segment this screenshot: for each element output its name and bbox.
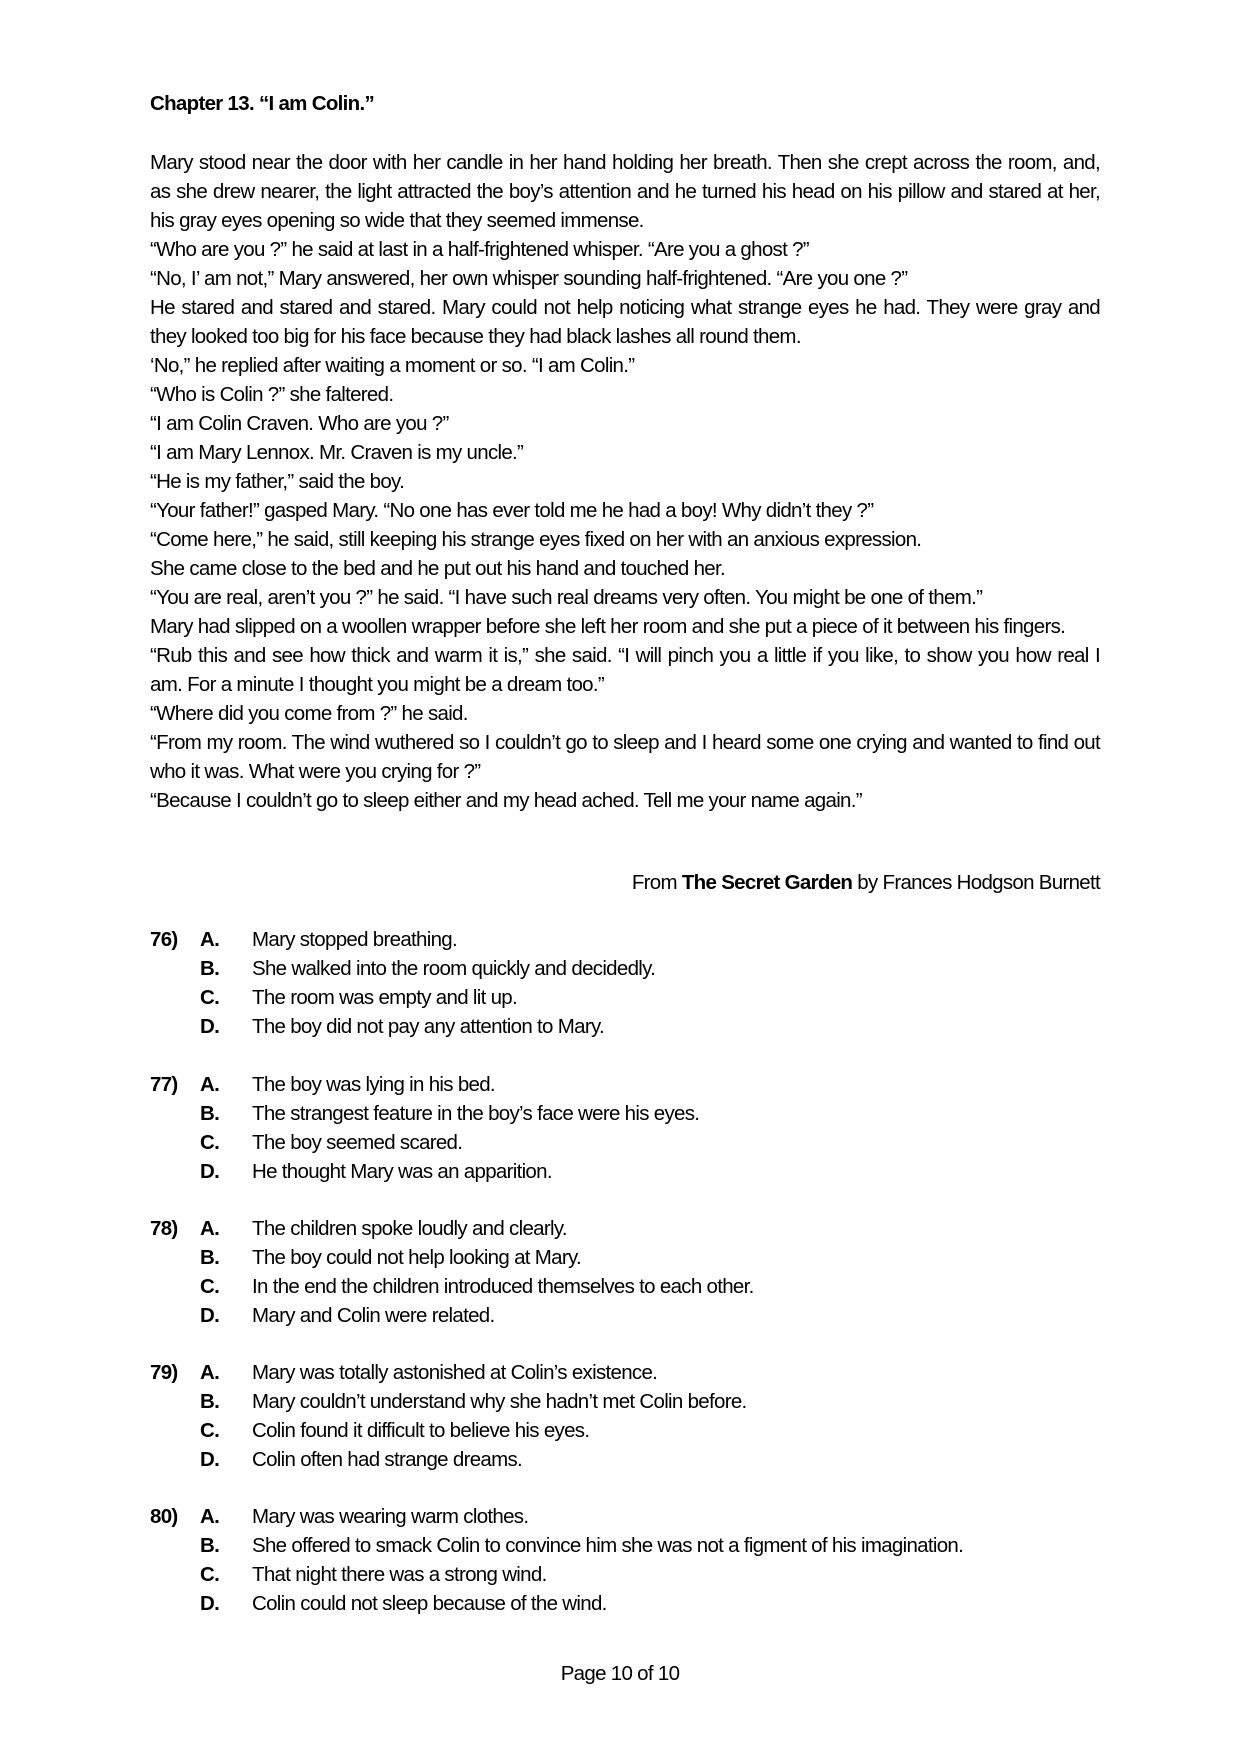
option-letter: B. <box>200 957 220 980</box>
passage-paragraph: ‘No,” he replied after waiting a moment or so. “I am Colin.” <box>150 354 635 377</box>
option-letter: C. <box>200 986 220 1009</box>
passage-paragraph: “Who is Colin ?” she faltered. <box>150 383 394 406</box>
question-78 <box>150 1214 1100 1330</box>
option-text: In the end the children introduced themselves to each other. <box>252 1275 754 1298</box>
answer-option[interactable] <box>150 1157 1100 1186</box>
answer-option[interactable] <box>150 1387 1100 1416</box>
answer-option[interactable] <box>150 1272 1100 1301</box>
passage-paragraph: “Rub this and see how thick and warm it is,” she said. “I will pinch you a little if you like, to show you how real I am. For a minute I thought you might be a dream too.” <box>150 644 1100 696</box>
answer-option[interactable] <box>150 1531 1100 1560</box>
attribution-author: by Frances Hodgson Burnett <box>852 871 1100 894</box>
option-letter: A. <box>200 1217 220 1240</box>
option-text: Colin often had strange dreams. <box>252 1448 523 1471</box>
attribution <box>632 868 1100 897</box>
question-number <box>150 983 200 1012</box>
question-76 <box>150 925 1100 1041</box>
attribution-prefix: From <box>631 871 682 894</box>
page-number: Page 10 of 10 <box>560 1662 680 1685</box>
option-text: The room was empty and lit up. <box>252 986 517 1009</box>
question-number <box>150 1243 200 1272</box>
passage-paragraph: “I am Mary Lennox. Mr. Craven is my uncle.” <box>150 441 524 464</box>
question-number <box>150 1387 200 1416</box>
passage-paragraph: “Where did you come from ?” he said. <box>150 702 468 725</box>
option-letter: C. <box>200 1275 220 1298</box>
option-letter: A. <box>200 1073 220 1096</box>
option-letter: D. <box>200 1015 220 1038</box>
question-80 <box>150 1502 1100 1618</box>
option-letter: D. <box>200 1592 220 1615</box>
option-letter: B. <box>200 1534 220 1557</box>
option-letter: D. <box>200 1448 220 1471</box>
option-text: Mary was wearing warm clothes. <box>252 1505 529 1528</box>
passage-paragraph: She came close to the bed and he put out his hand and touched her. <box>150 557 725 580</box>
question-number <box>150 1416 200 1445</box>
question-number: 76) <box>150 928 178 951</box>
answer-option[interactable] <box>150 983 1100 1012</box>
option-text: The boy did not pay any attention to Mary. <box>252 1015 604 1038</box>
question-number <box>150 1272 200 1301</box>
option-text: That night there was a strong wind. <box>252 1563 547 1586</box>
question-number: 79) <box>150 1361 178 1384</box>
option-text: The boy could not help looking at Mary. <box>252 1246 581 1269</box>
passage-paragraph: “From my room. The wind wuthered so I couldn’t go to sleep and I heard some one crying and wanted to find out who it was. What were you crying for ?” <box>150 731 1100 783</box>
answer-option[interactable] <box>150 1243 1100 1272</box>
question-number: 77) <box>150 1073 178 1096</box>
answer-option[interactable] <box>150 1560 1100 1589</box>
answer-option[interactable] <box>150 1445 1100 1474</box>
option-text: Mary was totally astonished at Colin’s existence. <box>252 1361 658 1384</box>
answer-option[interactable] <box>150 1358 1100 1387</box>
passage-paragraph: “No, I’ am not,” Mary answered, her own whisper sounding half-frightened. “Are you one ?” <box>150 267 908 290</box>
option-text: She offered to smack Colin to convince him she was not a figment of his imagination. <box>252 1534 964 1557</box>
passage-paragraph: “He is my father,” said the boy. <box>150 470 405 493</box>
question-number <box>150 1560 200 1589</box>
option-letter: B. <box>200 1102 220 1125</box>
option-text: He thought Mary was an apparition. <box>252 1160 552 1183</box>
option-letter: C. <box>200 1563 220 1586</box>
option-letter: D. <box>200 1304 220 1327</box>
question-79 <box>150 1358 1100 1474</box>
question-number: 80) <box>150 1505 178 1528</box>
option-text: The strangest feature in the boy’s face were his eyes. <box>252 1102 700 1125</box>
answer-option[interactable] <box>150 1128 1100 1157</box>
passage-paragraph: “You are real, aren’t you ?” he said. “I have such real dreams very often. You might be one of them.” <box>150 586 983 609</box>
option-text: The boy seemed scared. <box>252 1131 463 1154</box>
option-text: The boy was lying in his bed. <box>252 1073 495 1096</box>
question-number <box>150 1157 200 1186</box>
passage-paragraph: Mary stood near the door with her candle in her hand holding her breath. Then she crept across the room, and, as she drew nearer, the light attracted the boy’s attention and he turned his head on his pillow and stared at her, his gray eyes opening so wide that they seemed immense. <box>150 151 1100 232</box>
answer-option[interactable] <box>150 1301 1100 1330</box>
answer-option[interactable] <box>150 1502 1100 1531</box>
option-letter: B. <box>200 1390 220 1413</box>
chapter-title: Chapter 13. “I am Colin.” <box>150 92 374 115</box>
option-text: Mary couldn’t understand why she hadn’t met Colin before. <box>252 1390 747 1413</box>
option-text: Colin found it difficult to believe his eyes. <box>252 1419 590 1442</box>
passage-paragraph: “Because I couldn’t go to sleep either and my head ached. Tell me your name again.” <box>150 789 862 812</box>
option-text: Mary stopped breathing. <box>252 928 457 951</box>
answer-option[interactable] <box>150 1214 1100 1243</box>
passage-paragraph: “I am Colin Craven. Who are you ?” <box>150 412 449 435</box>
question-number <box>150 1128 200 1157</box>
question-number <box>150 954 200 983</box>
passage-paragraph: “Your father!” gasped Mary. “No one has ever told me he had a boy! Why didn’t they ?” <box>150 499 874 522</box>
option-letter: D. <box>200 1160 220 1183</box>
question-number <box>150 1589 200 1618</box>
answer-option[interactable] <box>150 1070 1100 1099</box>
answer-option[interactable] <box>150 925 1100 954</box>
question-number <box>150 1012 200 1041</box>
question-number <box>150 1099 200 1128</box>
passage <box>150 148 1100 815</box>
option-letter: A. <box>200 928 220 951</box>
option-text: Colin could not sleep because of the wind. <box>252 1592 607 1615</box>
question-77 <box>150 1070 1100 1186</box>
passage-paragraph: Mary had slipped on a woollen wrapper before she left her room and she put a piece of it between his fingers. <box>150 615 1066 638</box>
answer-option[interactable] <box>150 1589 1100 1618</box>
option-text: She walked into the room quickly and decidedly. <box>252 957 656 980</box>
answer-option[interactable] <box>150 1012 1100 1041</box>
option-letter: C. <box>200 1419 220 1442</box>
question-number <box>150 1531 200 1560</box>
passage-paragraph: “Come here,” he said, still keeping his strange eyes fixed on her with an anxious expression. <box>150 528 922 551</box>
question-number: 78) <box>150 1217 178 1240</box>
question-number <box>150 1445 200 1474</box>
passage-paragraph: He stared and stared and stared. Mary could not help noticing what strange eyes he had. They were gray and they looked too big for his face because they had black lashes all round them. <box>150 296 1100 348</box>
passage-paragraph: “Who are you ?” he said at last in a half-frightened whisper. “Are you a ghost ?” <box>150 238 809 261</box>
answer-option[interactable] <box>150 954 1100 983</box>
option-letter: A. <box>200 1361 220 1384</box>
option-letter: C. <box>200 1131 220 1154</box>
option-letter: A. <box>200 1505 220 1528</box>
book-title: The Secret Garden <box>681 871 853 894</box>
question-number <box>150 1301 200 1330</box>
option-text: Mary and Colin were related. <box>252 1304 495 1327</box>
answer-option[interactable] <box>150 1416 1100 1445</box>
option-letter: B. <box>200 1246 220 1269</box>
option-text: The children spoke loudly and clearly. <box>252 1217 567 1240</box>
answer-option[interactable] <box>150 1099 1100 1128</box>
